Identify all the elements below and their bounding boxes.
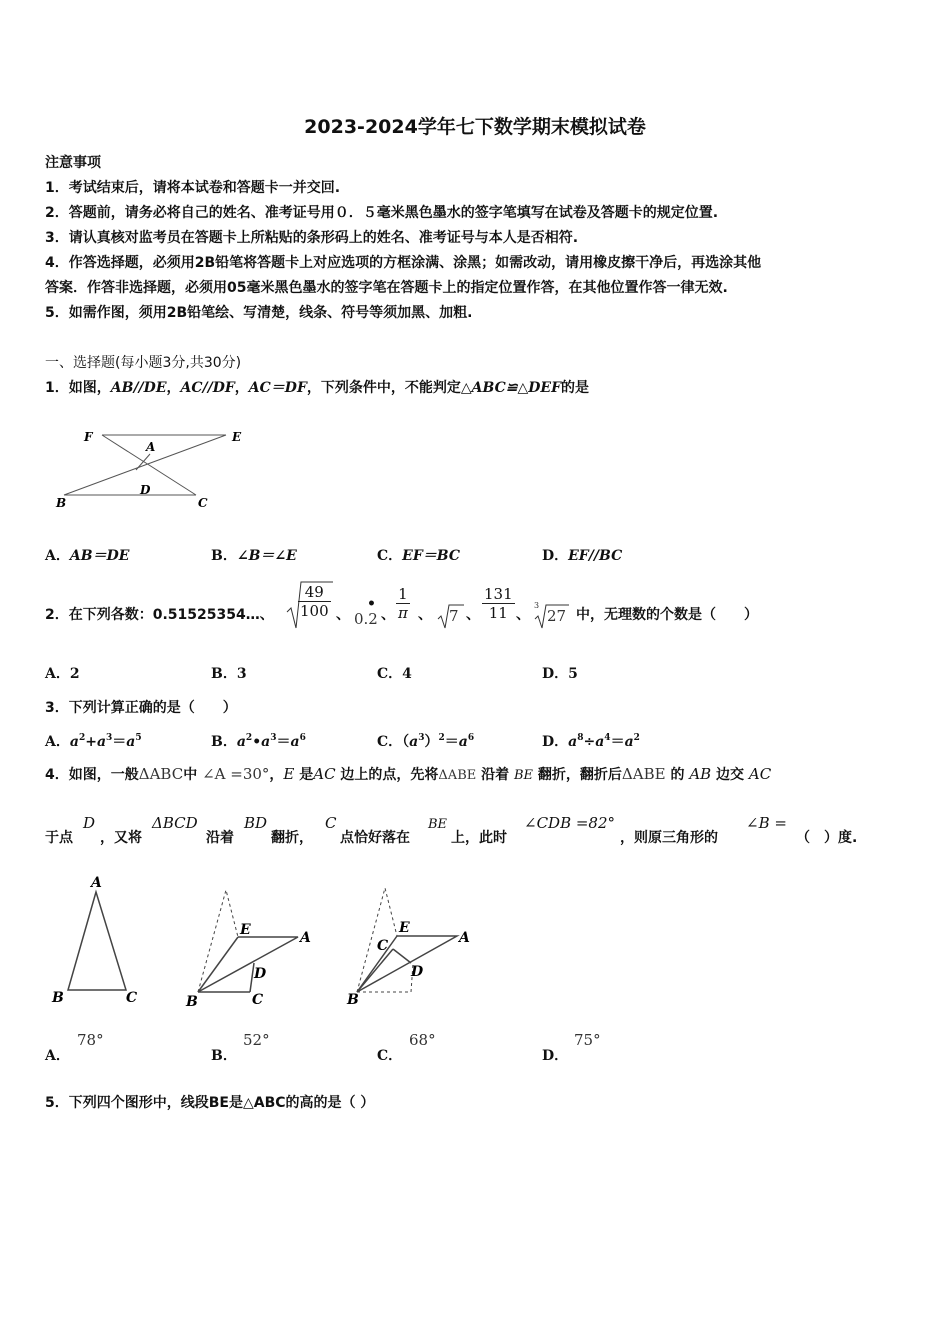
q4-option-d-letter[interactable]: D． [542, 1048, 569, 1064]
q4-math: BE [428, 817, 448, 832]
q4-text: ，则原三角形的 [620, 830, 718, 846]
q4-option-a-value[interactable]: 78° [77, 1031, 104, 1049]
q4-text: 上，此时 [451, 830, 507, 846]
q4-option-a-letter[interactable]: A． [45, 1048, 70, 1064]
separator: 、 [336, 607, 350, 623]
cube-root-radicand: 27 [547, 607, 567, 625]
q3-option-b[interactable]: B．$a^2•a^3=a^6$ [211, 733, 306, 750]
q4-option-d-value[interactable]: 75° [574, 1031, 601, 1049]
q4-option-c-value[interactable]: 68° [409, 1031, 436, 1049]
q3-option-c[interactable]: C．$(a^3)^2=a^6$ [377, 733, 475, 750]
figure-label: C [252, 992, 264, 1008]
q4-figure-1 [48, 870, 148, 1010]
figure-label: C [198, 496, 208, 510]
sqrt-fraction: $\frac{49}{100}$ [300, 583, 329, 620]
q4-text: 翻折， [271, 830, 313, 846]
note-item: 答案．作答非选择题，必须用05毫米黑色墨水的签字笔在答题卡上的指定位置作答，在其他位置作答一律无效. [45, 280, 728, 296]
figure-label: A [146, 440, 156, 454]
q4-text: ，又将 [100, 830, 142, 846]
q2-option-a[interactable]: A．2 [45, 666, 80, 682]
separator: 、 [466, 607, 480, 623]
question-3-stem: 3．下列计算正确的是（ ） [45, 700, 237, 716]
figure-label: D [411, 964, 424, 980]
question-2-suffix: 中，无理数的个数是（ ） [576, 607, 758, 623]
q3-option-a[interactable]: A．$a^2+a^3=a^5$ [45, 733, 142, 750]
q4-figure-2 [178, 880, 318, 1015]
note-item: 5．如需作图，须用2B铅笔绘、写清楚，线条、符号等须加黑、加粗. [45, 305, 473, 321]
notes-heading: 注意事项 [45, 155, 101, 171]
figure-label: D [254, 966, 267, 982]
repeating-decimal: 0.2 [354, 610, 378, 628]
q2-option-d[interactable]: D．5 [542, 666, 578, 682]
section-heading: 一、选择题(每小题3分,共30分) [45, 355, 242, 371]
q1-option-d[interactable]: D．EF//BC [542, 548, 623, 564]
figure-label: B [56, 496, 67, 510]
q4-figure-3 [345, 880, 485, 1015]
note-item: 1．考试结束后，请将本试卷和答题卡一并交回. [45, 180, 341, 196]
q4-math: C [325, 814, 337, 832]
q1-figure [50, 420, 260, 520]
figure-label: B [52, 990, 64, 1006]
sqrt-seven: 7 [449, 607, 459, 625]
figure-label: E [399, 920, 410, 936]
fraction-131-over-11: $\frac{131}{11}$ [484, 585, 513, 622]
figure-label: B [186, 994, 198, 1010]
separator: 、 [418, 607, 432, 623]
q4-text: 于点 [45, 830, 73, 846]
q1-option-a[interactable]: A．AB＝DE [45, 548, 130, 564]
cube-root-index: 3 [534, 601, 540, 610]
figure-label: A [300, 930, 311, 946]
figure-label: D [140, 483, 151, 497]
q3-option-d[interactable]: D．$a^8\div a^4=a^2$ [542, 733, 640, 750]
figure-label: C [377, 938, 389, 954]
figure-label: E [240, 922, 251, 938]
q1-option-c[interactable]: C．EF＝BC [377, 548, 461, 564]
question-1-stem: 1．如图，AB//DE，AC//DF，AC＝DF，下列条件中，不能判定△ABC≌△DEF的是 [45, 380, 590, 396]
page-title: 2023-2024学年七下数学期末模拟试卷 [304, 116, 646, 138]
question-5-stem: 5．下列四个图形中，线段BE是△ABC的高的是（ ） [45, 1095, 375, 1111]
separator: 、 [381, 607, 395, 623]
q4-option-b-letter[interactable]: B． [211, 1048, 237, 1064]
q4-math: ∠CDB =82° [524, 814, 616, 832]
q4-math: ∠B = [746, 814, 787, 832]
q4-text: （ ）度. [796, 830, 858, 846]
fraction-one-over-pi: $\frac{1}{\pi}$ [398, 585, 408, 622]
question-2-prefix: 2．在下列各数：0.51525354…、 [45, 607, 274, 623]
figure-label: B [347, 992, 359, 1008]
note-item: 3．请认真核对监考员在答题卡上所粘贴的条形码上的姓名、准考证号与本人是否相符. [45, 230, 579, 246]
q4-text: 沿着 [206, 830, 234, 846]
q4-math: ΔBCD [152, 814, 198, 832]
q1-option-b[interactable]: B．∠B＝∠E [211, 548, 297, 564]
separator: 、 [516, 607, 530, 623]
q4-math: D [83, 814, 96, 832]
figure-label: F [84, 430, 93, 444]
repeating-dot-icon: • [367, 596, 376, 612]
q4-option-b-value[interactable]: 52° [243, 1031, 270, 1049]
q4-text: 点恰好落在 [340, 830, 410, 846]
q2-option-b[interactable]: B．3 [211, 666, 247, 682]
q4-option-c-letter[interactable]: C． [377, 1048, 403, 1064]
q2-option-c[interactable]: C．4 [377, 666, 412, 682]
note-item: 4．作答选择题，必须用2B铅笔将答题卡上对应选项的方框涂满、涂黑；如需改动，请用橡皮擦干净后，再选涂其他 [45, 255, 762, 271]
figure-label: E [232, 430, 242, 444]
figure-label: C [126, 990, 138, 1006]
figure-label: A [91, 875, 102, 891]
question-4-line-1: 4．如图，一般ΔABC中 ∠A =30°，E 是AC 边上的点，先将ΔABE 沿着 BE 翻折，翻折后ΔABE 的 AB 边交 AC [45, 765, 772, 783]
q4-math: BD [244, 814, 268, 832]
note-item: 2．答题前，请务必将自己的姓名、准考证号用０．５毫米黑色墨水的签字笔填写在试卷及答题卡的规定位置. [45, 205, 719, 221]
figure-label: A [459, 930, 470, 946]
